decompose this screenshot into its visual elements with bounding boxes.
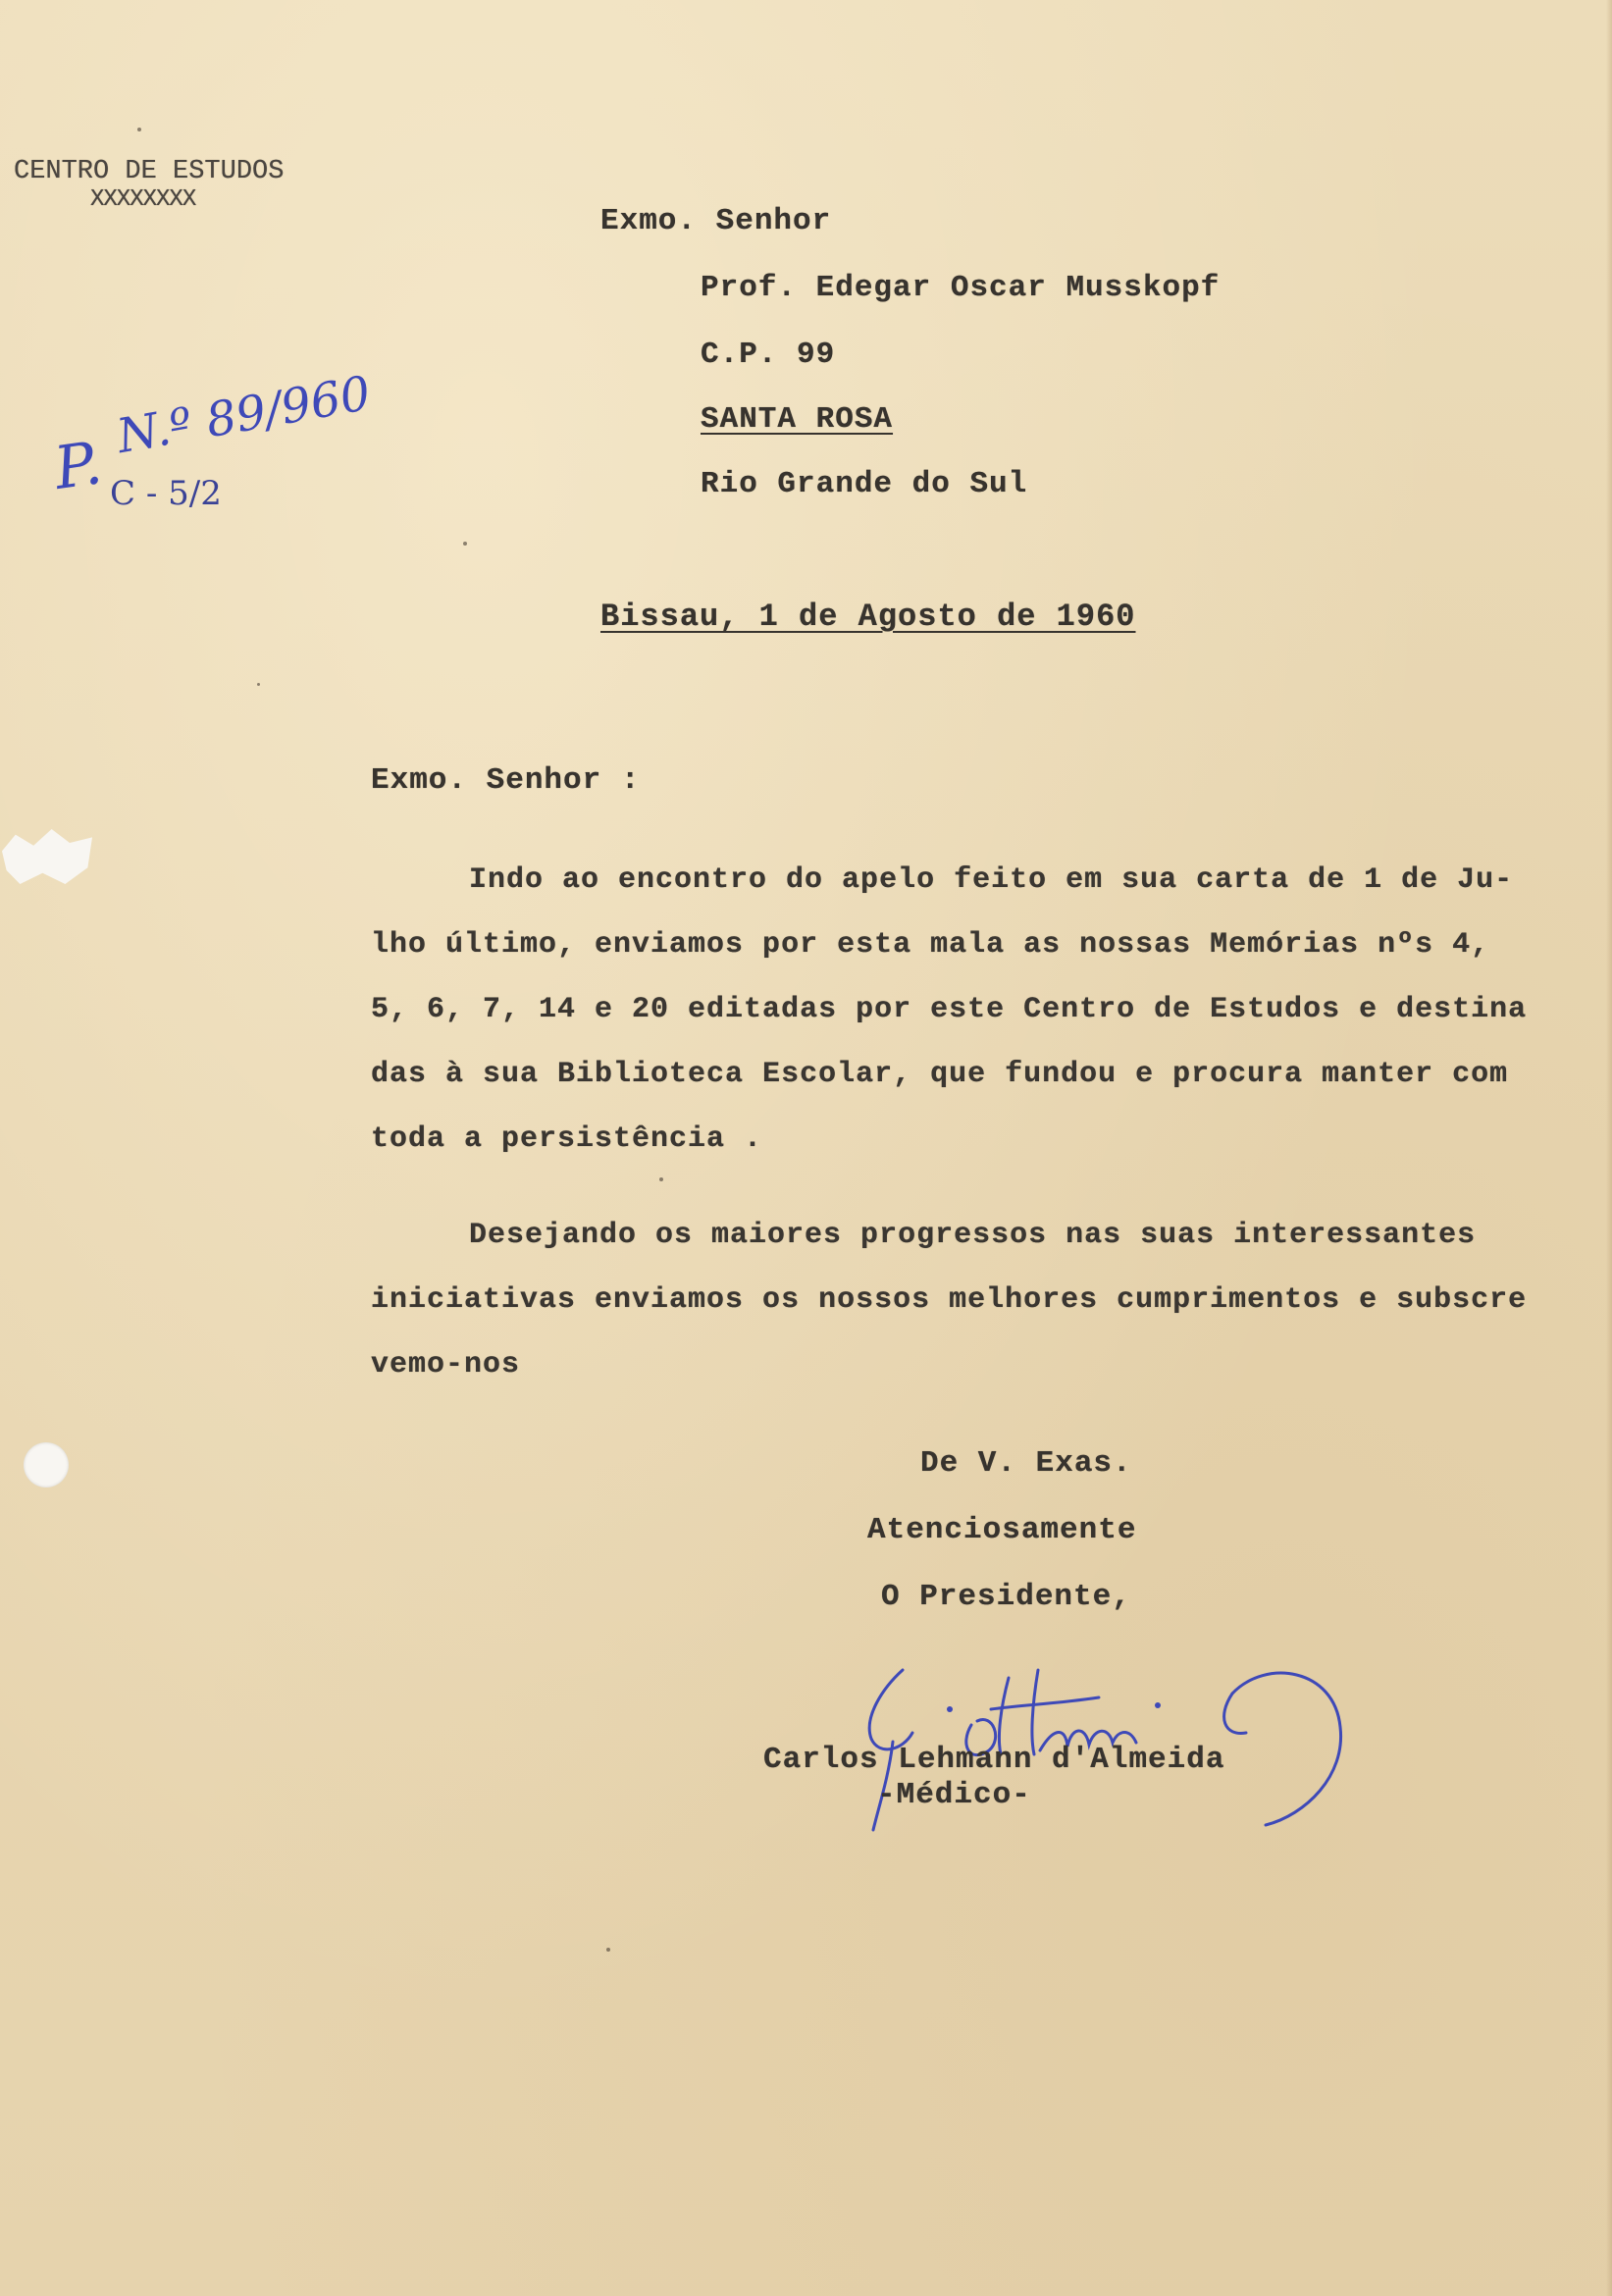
paper-tear: [2, 829, 92, 884]
recipient-city: SANTA ROSA: [701, 402, 894, 437]
punch-hole: [24, 1442, 69, 1487]
letter-greeting: Exmo. Senhor :: [371, 763, 641, 798]
recipient-salutation: Exmo. Senhor: [600, 204, 832, 238]
handwritten-reference-number: N.º 89/960: [113, 365, 375, 465]
recipient-state: Rio Grande do Sul: [701, 467, 1028, 501]
ink-speck: [463, 542, 467, 546]
signatory-title: -Médico-: [877, 1778, 1031, 1812]
closing-courtesy: De V. Exas.: [920, 1446, 1132, 1481]
body-line: vemo-nos: [371, 1348, 521, 1382]
body-line: Indo ao encontro do apelo feito em sua carta de 1 de Ju-: [469, 863, 1514, 897]
letterhead-title: CENTRO DE ESTUDOS: [14, 157, 285, 186]
ink-speck: [606, 1948, 610, 1952]
body-line: Desejando os maiores progressos nas suas interessantes: [469, 1219, 1477, 1252]
body-line: toda a persistência .: [371, 1122, 763, 1156]
body-line: das à sua Biblioteca Escolar, que fundou e procura manter com: [371, 1058, 1509, 1091]
body-line: 5, 6, 7, 14 e 20 editadas por este Centro de Estudos e destina: [371, 993, 1528, 1026]
date-line: Bissau, 1 de Agosto de 1960: [600, 599, 1136, 635]
body-line: iniciativas enviamos os nossos melhores cumprimentos e subscre: [371, 1283, 1528, 1317]
recipient-postal-box: C.P. 99: [701, 338, 836, 372]
ink-speck: [137, 128, 141, 131]
signatory-name: Carlos Lehmann d'Almeida: [763, 1743, 1225, 1777]
ink-speck: [257, 683, 260, 686]
closing-role: O Presidente,: [881, 1580, 1131, 1614]
body-line: lho último, enviamos por esta mala as nossas Memórias nºs 4,: [371, 928, 1490, 962]
handwritten-initial: P.: [50, 429, 106, 503]
ink-speck: [659, 1177, 663, 1181]
paper-edge: [1606, 0, 1612, 2296]
recipient-name: Prof. Edegar Oscar Musskopf: [701, 271, 1221, 305]
letterhead-struck-text: XXXXXXXX: [90, 186, 196, 213]
handwritten-file-code: C - 5/2: [110, 474, 222, 513]
closing-regards: Atenciosamente: [867, 1513, 1137, 1547]
